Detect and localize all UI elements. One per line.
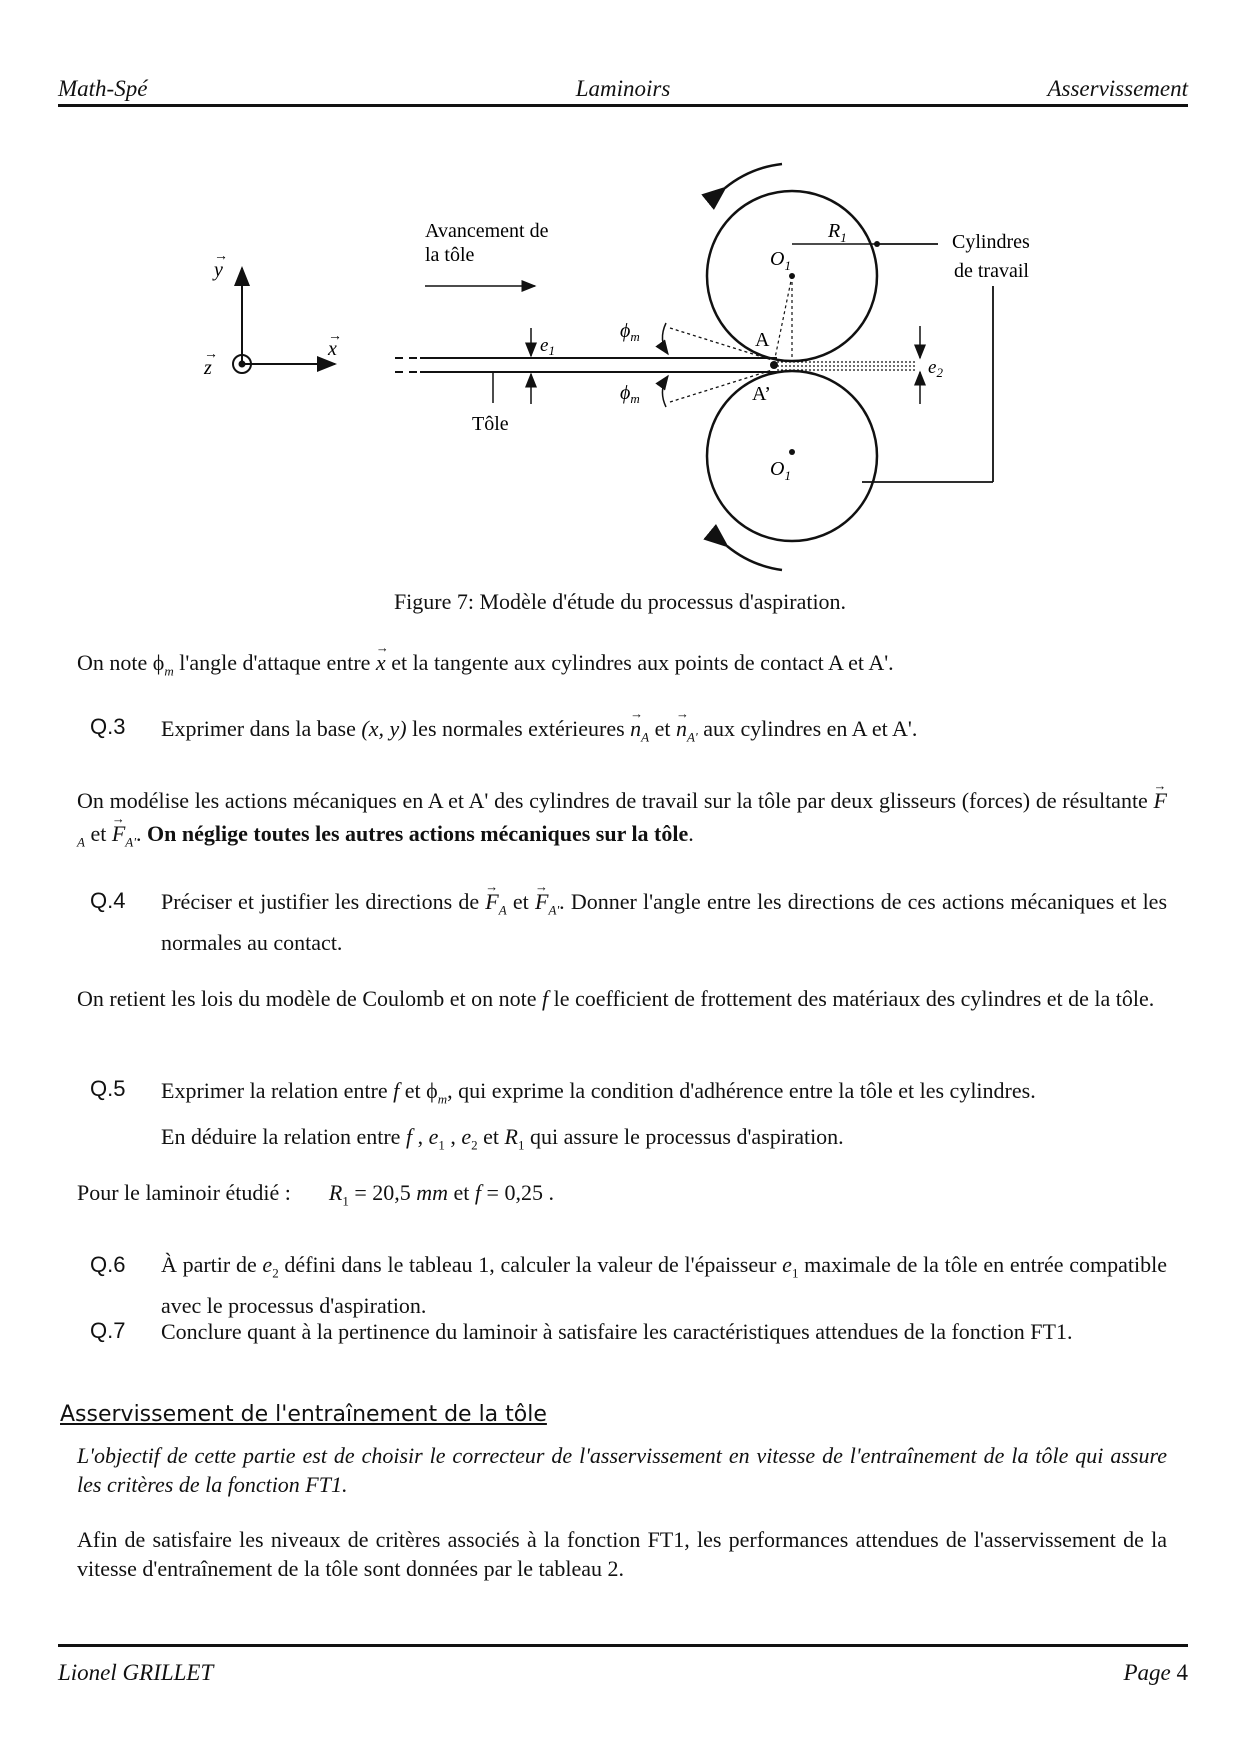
p2-bold: On néglige toutes les autres actions mécaniques sur la tôle bbox=[147, 821, 689, 846]
phi-m-upper-sub: m bbox=[630, 329, 640, 344]
q5-e2-sub: 2 bbox=[471, 1137, 478, 1153]
q4-FA2: → F bbox=[535, 885, 548, 918]
q6-e2: e bbox=[262, 1252, 273, 1277]
svg-text:→: → bbox=[214, 249, 228, 264]
q6-e2-sub: 2 bbox=[272, 1265, 279, 1281]
paragraph-numerical-values bbox=[77, 1178, 1167, 1215]
svg-text:ϕm bbox=[620, 382, 640, 406]
cylindres-label-1: Cylindres bbox=[952, 231, 1030, 253]
q4-a: Préciser et justifier les directions de bbox=[161, 889, 486, 914]
p1-b: l'angle d'attaque entre bbox=[173, 650, 376, 675]
question-text-q5 bbox=[161, 1072, 1167, 1165]
p4-b: = 20,5 bbox=[348, 1180, 417, 1205]
cylindres-label-2: de travail bbox=[954, 260, 1029, 282]
p1-phi-sub: m bbox=[164, 663, 174, 679]
p2-FA2: → F bbox=[112, 817, 125, 850]
svg-text:ϕm bbox=[620, 320, 640, 344]
phi-m-lower-sub: m bbox=[630, 391, 640, 406]
avancement-label-1: Avancement de bbox=[425, 220, 549, 242]
p4-f: f bbox=[474, 1180, 482, 1205]
q6-c: maximale de la tôle en entrée compatible avec le processus d'aspiration. bbox=[161, 1252, 1168, 1319]
p3-b: le coefficient de frottement des matériaux des cylindres et de la tôle. bbox=[548, 986, 1155, 1011]
q6-b: défini dans le tableau 1, calculer la valeur de l'épaisseur bbox=[278, 1252, 783, 1277]
q3-nA: → n bbox=[630, 712, 641, 745]
footer-page bbox=[1123, 1660, 1188, 1686]
q5-g: , bbox=[444, 1124, 462, 1150]
q5-f: f bbox=[393, 1078, 400, 1103]
figure-caption: Figure 7: Modèle d'étude du processus d'aspiration. bbox=[393, 589, 847, 614]
svg-text:→: → bbox=[328, 329, 342, 344]
phi-m-upper-label: ϕ bbox=[620, 320, 631, 342]
q5-e: , bbox=[412, 1124, 429, 1150]
e1-sub: 1 bbox=[548, 343, 555, 358]
axes-frame bbox=[203, 249, 342, 379]
p1-x-vector: → x bbox=[376, 648, 386, 677]
q3-d: aux cylindres en A et A'. bbox=[697, 716, 918, 741]
svg-text:O1 bbox=[770, 248, 791, 273]
question-label-q6: Q.6 bbox=[90, 1252, 126, 1277]
axis-x-label: x bbox=[328, 338, 337, 360]
header-rule bbox=[58, 104, 1188, 107]
p4-c: et bbox=[448, 1180, 475, 1205]
p3-a: On retient les lois du modèle de Coulomb et on note bbox=[77, 986, 542, 1011]
avancement-label-2: la tôle bbox=[425, 244, 475, 266]
question-label-q7: Q.7 bbox=[90, 1318, 126, 1343]
p2-d: . bbox=[688, 821, 694, 846]
q4-FA2-sub: A' bbox=[548, 902, 560, 918]
paragraph-action-model bbox=[77, 784, 1167, 858]
lower-roll-rotation-arrow bbox=[727, 546, 782, 570]
p1-phi: ϕ bbox=[152, 650, 165, 675]
q5-a: Exprimer la relation entre bbox=[161, 1078, 394, 1103]
q4-c: . Donner l'angle entre les directions de ces actions mécaniques et les normales au contact. bbox=[161, 889, 1168, 956]
p4-mm: mm bbox=[416, 1180, 449, 1205]
O1-sub: 1 bbox=[784, 258, 791, 273]
point-A-label: A bbox=[755, 329, 770, 351]
question-text-q4 bbox=[161, 885, 1167, 959]
O1-prime-label: O bbox=[770, 458, 785, 480]
q5-f2: f bbox=[405, 1124, 413, 1150]
q3-c: et bbox=[649, 716, 676, 741]
footer-page-label: Page bbox=[1123, 1660, 1171, 1685]
q3-nA-sub: A bbox=[641, 729, 650, 745]
p2-FA-sub: A bbox=[77, 834, 85, 850]
question-text-q3 bbox=[161, 712, 1167, 753]
p2-FA2-sub: A' bbox=[125, 834, 137, 850]
phi-m-lower-label: ϕ bbox=[620, 382, 631, 404]
header-center: Laminoirs bbox=[575, 76, 671, 101]
paragraph-performance: Afin de satisfaire les niveaux de critères associés à la fonction FT1, les performances attendues de l'asservissement de la vitesse d'entraînement de la tôle sont données par le tableau 2. bbox=[77, 1527, 1167, 1581]
q5-d: En déduire la relation entre bbox=[161, 1124, 406, 1150]
q5-e2: e bbox=[461, 1124, 472, 1150]
footer-page-number: 4 bbox=[1176, 1660, 1188, 1685]
p2-c: . bbox=[136, 821, 148, 846]
axis-z-label: z bbox=[204, 357, 212, 379]
paragraph-angle-definition bbox=[77, 648, 1167, 685]
footer-rule bbox=[58, 1644, 1188, 1647]
p4-a: Pour le laminoir étudié : bbox=[77, 1180, 291, 1205]
q5-e1: e bbox=[428, 1124, 439, 1150]
p2-b: et bbox=[84, 821, 112, 846]
svg-text:e2 bbox=[928, 357, 943, 380]
q5-phi-sub: m bbox=[437, 1091, 448, 1107]
R1-sub: 1 bbox=[840, 230, 847, 245]
q6-a: À partir de bbox=[161, 1252, 263, 1277]
figure-diagram bbox=[0, 150, 1240, 580]
point-A-prime-label: A’ bbox=[752, 383, 771, 405]
axis-y-label: y bbox=[214, 259, 223, 281]
lower-work-roll bbox=[707, 371, 877, 541]
q5-e1-sub: 1 bbox=[438, 1137, 445, 1153]
svg-text:→: → bbox=[204, 347, 218, 362]
sheet-tole bbox=[395, 358, 915, 435]
svg-text:e1 bbox=[540, 335, 555, 358]
attack-angle-lines bbox=[620, 320, 772, 407]
q4-FA-sub: A bbox=[498, 902, 507, 918]
p4-R-sub: 1 bbox=[342, 1193, 349, 1209]
q5-h: et bbox=[477, 1124, 505, 1150]
q4-b: et bbox=[506, 889, 535, 914]
footer-author: Lionel GRILLET bbox=[58, 1660, 214, 1685]
p1-a: On note bbox=[77, 650, 153, 675]
q5-R: R bbox=[504, 1124, 518, 1150]
question-label-q5: Q.5 bbox=[90, 1076, 126, 1101]
q3-a: Exprimer dans la base bbox=[161, 716, 362, 741]
p2-a: On modélise les actions mécaniques en A et A' des cylindres de travail sur la tôle par deux glisseurs (forces) de résultante bbox=[77, 788, 1154, 813]
question-text-q6 bbox=[161, 1248, 1167, 1322]
question-label-q4: Q.4 bbox=[90, 888, 126, 913]
e1-label: e bbox=[540, 335, 549, 356]
e2-sub: 2 bbox=[936, 365, 943, 380]
O1-prime-sub: 1 bbox=[784, 468, 791, 483]
p1-c: et la tangente aux cylindres aux points de contact A et A'. bbox=[385, 650, 894, 675]
p2-FA: → F bbox=[1154, 784, 1167, 817]
q3-base: (x, y) bbox=[361, 716, 407, 741]
q5-b: et bbox=[399, 1078, 427, 1103]
upper-roll-rotation-arrow bbox=[725, 164, 782, 188]
q5-phi: ϕ bbox=[426, 1078, 438, 1103]
q5-i: qui assure le processus d'aspiration. bbox=[524, 1124, 844, 1150]
svg-text:O1 bbox=[770, 458, 791, 483]
e2-label: e bbox=[928, 357, 937, 378]
section-title: Asservissement de l'entraînement de la tôle bbox=[60, 1402, 547, 1427]
q6-e1: e bbox=[782, 1252, 792, 1277]
header-left: Math-Spé bbox=[58, 76, 148, 101]
paragraph-coulomb bbox=[77, 984, 1167, 1013]
q5-c: , qui exprime la condition d'adhérence entre la tôle et les cylindres. bbox=[447, 1078, 1036, 1103]
q3-nA2: → n bbox=[676, 712, 687, 745]
O1-label: O bbox=[770, 248, 785, 270]
q5-R-sub: 1 bbox=[517, 1137, 525, 1153]
p4-R: R bbox=[328, 1180, 343, 1205]
svg-text:R1 bbox=[827, 220, 847, 245]
q3-nA2-sub: A' bbox=[686, 729, 698, 745]
header-right: Asservissement bbox=[1047, 76, 1188, 101]
p3-f: f bbox=[541, 986, 549, 1011]
question-label-q3: Q.3 bbox=[90, 714, 126, 739]
section-objective: L'objectif de cette partie est de choisir le correcteur de l'asservissement en vitesse de l'entraînement de la tôle qui assure les critères de la fonction FT1. bbox=[77, 1443, 1167, 1497]
q6-e1-sub: 1 bbox=[791, 1265, 799, 1281]
q4-FA: → F bbox=[485, 885, 498, 918]
question-text-q7: Conclure quant à la pertinence du laminoir à satisfaire les caractéristiques attendues de la fonction FT1. bbox=[161, 1319, 1073, 1344]
q3-b: les normales extérieures bbox=[406, 716, 631, 741]
R1-label: R bbox=[828, 220, 841, 242]
p4-d: = 0,25 . bbox=[481, 1180, 554, 1205]
tole-label: Tôle bbox=[472, 413, 509, 435]
